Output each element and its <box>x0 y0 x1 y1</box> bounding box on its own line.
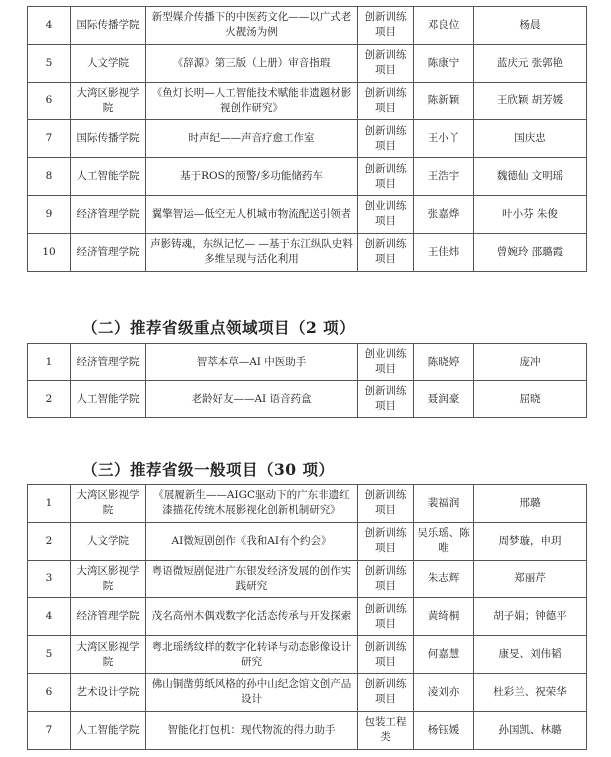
cell-no: 4 <box>28 598 71 636</box>
cell-leader: 裴福润 <box>414 485 474 523</box>
cell-project-name: 老龄好友——AI 语音药盒 <box>146 381 358 418</box>
cell-no: 3 <box>28 560 71 598</box>
cell-type: 创新训练项目 <box>358 381 414 418</box>
cell-advisor: 叶小芬 朱俊 <box>474 195 587 233</box>
cell-advisor: 孙国凯、林璐 <box>474 711 587 749</box>
table-row <box>28 381 587 418</box>
cell-college: 经济管理学院 <box>71 195 146 233</box>
table-row <box>28 673 587 711</box>
cell-no: 9 <box>28 195 71 233</box>
table-row <box>28 636 587 674</box>
cell-college: 人文学院 <box>71 522 146 560</box>
cell-advisor: 邢璐 <box>474 485 587 523</box>
cell-project-name: 粤语微短剧促进广东银发经济发展的创作实践研究 <box>146 560 358 598</box>
cell-advisor: 庞冲 <box>474 344 587 381</box>
cell-no: 4 <box>28 7 71 45</box>
cell-project-name: 粤北瑶绣纹样的数字化转译与动态影像设计研究 <box>146 636 358 674</box>
cell-leader: 吴乐瑶、陈唯 <box>414 522 474 560</box>
table-row <box>28 344 587 381</box>
cell-type: 创新训练项目 <box>358 44 414 82</box>
cell-leader: 陈新颖 <box>414 82 474 120</box>
cell-type: 创业训练项目 <box>358 195 414 233</box>
cell-type: 创新训练项目 <box>358 120 414 158</box>
cell-project-name: 《展履新生——AIGC驱动下的广东非遗红漆描花传统木展影视化创新机制研究》 <box>146 485 358 523</box>
cell-no: 6 <box>28 82 71 120</box>
cell-advisor: 魏德仙 文明瑶 <box>474 158 587 196</box>
cell-leader: 黄绮桐 <box>414 598 474 636</box>
cell-leader: 王浩宇 <box>414 158 474 196</box>
project-table-3 <box>27 484 587 750</box>
cell-project-name: AI微短剧创作《我和AI有个约会》 <box>146 522 358 560</box>
table-row <box>28 233 587 271</box>
cell-no: 5 <box>28 44 71 82</box>
cell-advisor: 屈晓 <box>474 381 587 418</box>
cell-advisor: 国庆忠 <box>474 120 587 158</box>
cell-college: 大湾区影视学院 <box>71 485 146 523</box>
cell-college: 国际传播学院 <box>71 120 146 158</box>
cell-college: 艺术设计学院 <box>71 673 146 711</box>
project-table-1 <box>27 6 587 272</box>
cell-no: 2 <box>28 522 71 560</box>
table-row <box>28 195 587 233</box>
cell-advisor: 胡子娟；钟德平 <box>474 598 587 636</box>
project-table-2 <box>27 343 587 418</box>
table-row <box>28 485 587 523</box>
table-row <box>28 44 587 82</box>
cell-project-name: 声影铸魂，东纵记忆— —基于东江纵队史料多维呈现与活化利用 <box>146 233 358 271</box>
cell-college: 人工智能学院 <box>71 381 146 418</box>
cell-advisor: 杜彩兰、祝荣华 <box>474 673 587 711</box>
cell-no: 2 <box>28 381 71 418</box>
table-row <box>28 560 587 598</box>
cell-leader: 陈晓婷 <box>414 344 474 381</box>
cell-type: 创新训练项目 <box>358 560 414 598</box>
section-heading-general: （三）推荐省级一般项目（30 项） <box>82 460 335 479</box>
cell-college: 经济管理学院 <box>71 233 146 271</box>
cell-advisor: 杨晨 <box>474 7 587 45</box>
cell-advisor: 曾婉玲 邵璐霞 <box>474 233 587 271</box>
table-row <box>28 82 587 120</box>
cell-type: 创新训练项目 <box>358 82 414 120</box>
cell-college: 人工智能学院 <box>71 711 146 749</box>
cell-leader: 邓良位 <box>414 7 474 45</box>
cell-college: 人文学院 <box>71 44 146 82</box>
cell-leader: 陈康宁 <box>414 44 474 82</box>
cell-type: 创新训练项目 <box>358 598 414 636</box>
cell-project-name: 基于ROS的预警/多功能储药车 <box>146 158 358 196</box>
cell-project-name: 新型媒介传播下的中医药文化——以广式老火靓汤为例 <box>146 7 358 45</box>
cell-project-name: 《鱼灯长明—人工智能技术赋能非遗题材影视创作研究》 <box>146 82 358 120</box>
cell-no: 1 <box>28 344 71 381</box>
cell-project-name: 智能化打包机：现代物流的得力助手 <box>146 711 358 749</box>
cell-type: 创新训练项目 <box>358 636 414 674</box>
table-row <box>28 120 587 158</box>
cell-type: 创业训练项目 <box>358 344 414 381</box>
cell-no: 7 <box>28 120 71 158</box>
cell-type: 创新训练项目 <box>358 233 414 271</box>
cell-college: 大湾区影视学院 <box>71 560 146 598</box>
cell-leader: 凌刘亦 <box>414 673 474 711</box>
cell-advisor: 郑丽芹 <box>474 560 587 598</box>
cell-leader: 王小丫 <box>414 120 474 158</box>
cell-project-name: 《辞源》第三版（上册）审音指瑕 <box>146 44 358 82</box>
cell-leader: 聂润豪 <box>414 381 474 418</box>
cell-type: 创新训练项目 <box>358 158 414 196</box>
cell-project-name: 时声纪——声音疗愈工作室 <box>146 120 358 158</box>
table-row <box>28 598 587 636</box>
cell-college: 人工智能学院 <box>71 158 146 196</box>
cell-leader: 王佳炜 <box>414 233 474 271</box>
cell-type: 创新训练项目 <box>358 522 414 560</box>
section-heading-key-areas: （二）推荐省级重点领域项目（2 项） <box>82 318 356 337</box>
cell-advisor: 蓝庆元 张郭艳 <box>474 44 587 82</box>
cell-type: 创新训练项目 <box>358 7 414 45</box>
cell-advisor: 周梦璇，申玥 <box>474 522 587 560</box>
table-row <box>28 711 587 749</box>
cell-leader: 何嘉慧 <box>414 636 474 674</box>
cell-type: 包装工程类 <box>358 711 414 749</box>
cell-no: 8 <box>28 158 71 196</box>
cell-no: 6 <box>28 673 71 711</box>
cell-no: 7 <box>28 711 71 749</box>
cell-college: 国际传播学院 <box>71 7 146 45</box>
cell-project-name: 智萃本草—AI 中医助手 <box>146 344 358 381</box>
cell-leader: 杨钰媛 <box>414 711 474 749</box>
table-row <box>28 7 587 45</box>
cell-project-name: 佛山铜凿剪纸风格的孙中山纪念馆文创产品设计 <box>146 673 358 711</box>
cell-advisor: 康旻、刘伟韬 <box>474 636 587 674</box>
cell-college: 大湾区影视学院 <box>71 636 146 674</box>
cell-college: 经济管理学院 <box>71 344 146 381</box>
cell-no: 1 <box>28 485 71 523</box>
cell-project-name: 翼擎智运—低空无人机城市物流配送引领者 <box>146 195 358 233</box>
cell-leader: 朱志辉 <box>414 560 474 598</box>
cell-type: 创新训练项目 <box>358 673 414 711</box>
cell-college: 经济管理学院 <box>71 598 146 636</box>
cell-college: 大湾区影视学院 <box>71 82 146 120</box>
cell-advisor: 王欣颖 胡芳媛 <box>474 82 587 120</box>
cell-leader: 张嘉烨 <box>414 195 474 233</box>
cell-no: 5 <box>28 636 71 674</box>
table-row <box>28 158 587 196</box>
cell-type: 创新训练项目 <box>358 485 414 523</box>
cell-project-name: 茂名高州木偶戏数字化活态传承与开发探索 <box>146 598 358 636</box>
cell-no: 10 <box>28 233 71 271</box>
table-row <box>28 522 587 560</box>
